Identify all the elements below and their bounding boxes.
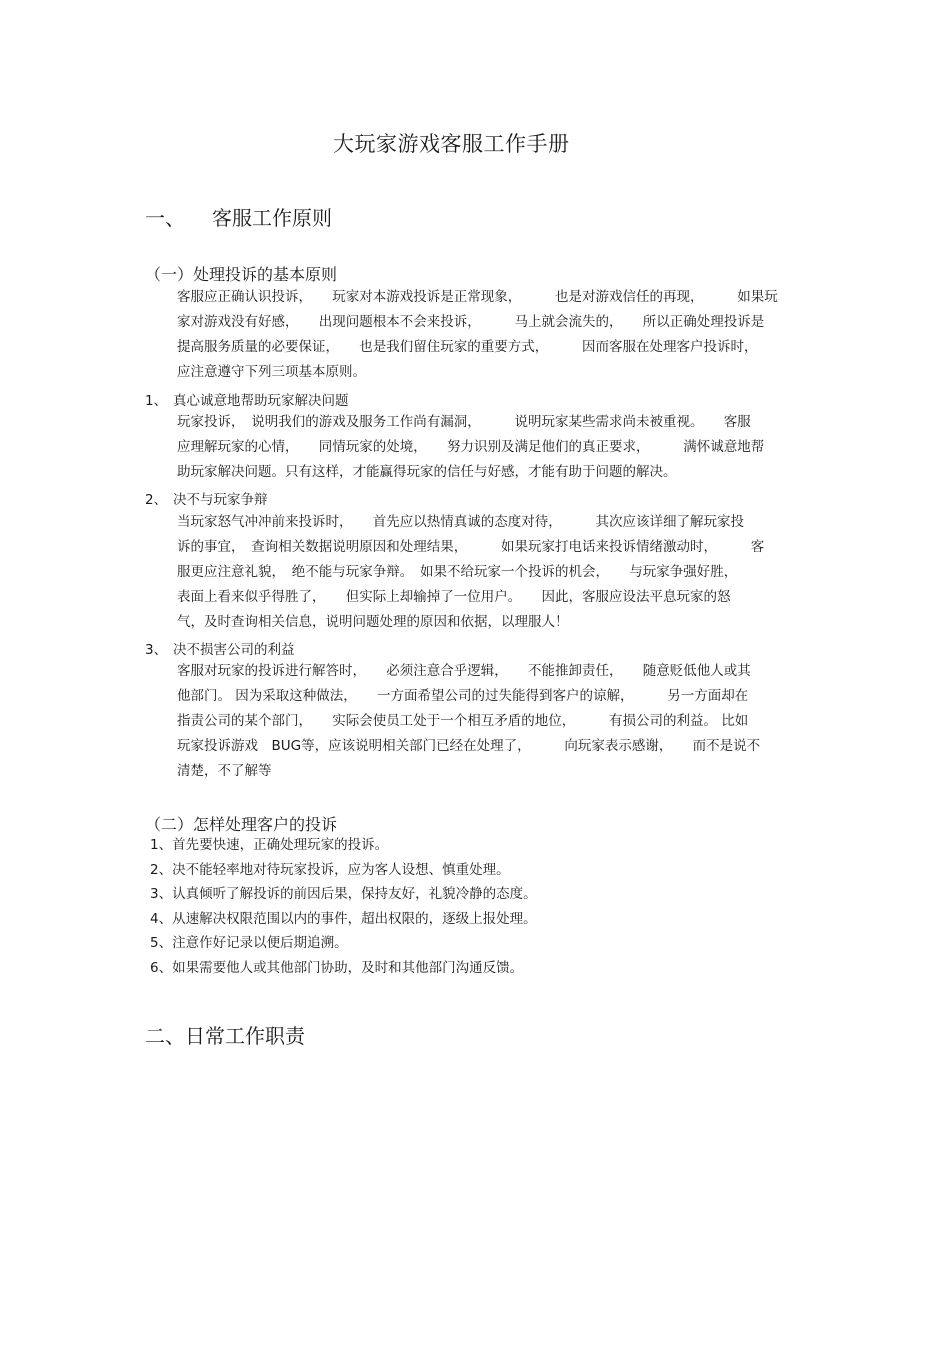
paragraph-line: 清楚，不了解等: [177, 763, 272, 779]
principle3-number: 3、: [145, 642, 168, 658]
list-item: 6、如果需要他人或其他部门协助，及时和其他部门沟通反馈。: [150, 959, 524, 976]
subsection2-heading: （二）怎样处理客户的投诉: [145, 815, 338, 834]
list-item: 5、注意作好记录以便后期追溯。: [150, 935, 348, 951]
paragraph-line: 玩家投诉， 说明我们的游戏及服务工作尚有漏洞， 说明玩家某些需求尚未被重视。 客服: [177, 414, 751, 430]
principle2-paragraph: [177, 510, 817, 635]
section2-heading: 二、日常工作职责: [145, 1024, 305, 1048]
principle3-heading: 决不损害公司的利益: [173, 642, 295, 658]
subsection1-heading: （一）处理投诉的基本原则: [145, 265, 338, 284]
paragraph-line: 助玩家解决问题。只有这样，才能赢得玩家的信任与好感，才能有助于问题的解决。: [177, 464, 677, 480]
paragraph-line: 玩家投诉游戏 BUG等，应该说明相关部门已经在处理了， 向玩家表示感谢， 而不是说不: [177, 738, 761, 754]
section1-number: 一、: [145, 206, 185, 230]
principle3-paragraph: [177, 659, 817, 784]
paragraph-line: 服更应注意礼貌， 绝不能与玩家争辩。 如果不给玩家一个投诉的机会， 与玩家争强好胜，: [177, 564, 738, 580]
paragraph-line: 提高服务质量的必要保证， 也是我们留住玩家的重要方式， 因而客服在处理客户投诉时，: [177, 339, 758, 355]
list-item: 2、决不能轻率地对待玩家投诉，应为客人设想、慎重处理。: [150, 861, 510, 878]
list-item: 1、首先要快速，正确处理玩家的投诉。: [150, 837, 389, 853]
document-title: 大玩家游戏客服工作手册: [333, 132, 570, 156]
paragraph-line: 客服对玩家的投诉进行解答时， 必须注意合乎逻辑， 不能推卸责任， 随意贬低他人或其: [177, 663, 751, 679]
paragraph-line: 当玩家怒气冲冲前来投诉时， 首先应以热情真诚的态度对待， 其次应该详细了解玩家投: [177, 514, 744, 530]
principle2-number: 2、: [145, 492, 168, 508]
handling-steps-list: [150, 833, 790, 980]
paragraph-line: 应理解玩家的心情， 同情玩家的处境， 努力识别及满足他们的真正要求， 满怀诚意地帮: [177, 439, 765, 455]
paragraph-line: 指责公司的某个部门， 实际会使员工处于一个相互矛盾的地位， 有损公司的利益。 比如: [177, 713, 749, 729]
principle1-number: 1、: [145, 393, 168, 409]
intro-paragraph: [177, 285, 817, 385]
paragraph-line: 应注意遵守下列三项基本原则。: [177, 364, 366, 380]
principle1-paragraph: [177, 410, 817, 485]
paragraph-line: 客服应正确认识投诉， 玩家对本游戏投诉是正常现象， 也是对游戏信任的再现， 如果玩: [177, 289, 778, 305]
paragraph-line: 诉的事宜， 查询相关数据说明原因和处理结果， 如果玩家打电话来投诉情绪激动时， 客: [177, 539, 765, 555]
list-item: 3、认真倾听了解投诉的前因后果，保持友好，礼貌冷静的态度。: [150, 886, 537, 902]
paragraph-line: 他部门。 因为采取这种做法， 一方面希望公司的过失能得到客户的谅解， 另一方面却在: [177, 688, 749, 704]
paragraph-line: 表面上看来似乎得胜了， 但实际上却输掉了一位用户。 因此，客服应设法平息玩家的怒: [177, 589, 731, 605]
paragraph-line: 家对游戏没有好感， 出现问题根本不会来投诉， 马上就会流失的， 所以正确处理投诉是: [177, 314, 765, 330]
principle2-heading: 决不与玩家争辩: [173, 492, 268, 508]
list-item: 4、从速解决权限范围以内的事件，超出权限的，逐级上报处理。: [150, 910, 537, 927]
section1-heading: 客服工作原则: [212, 206, 332, 230]
paragraph-line: 气，及时查询相关信息，说明问题处理的原因和依据，以理服人！: [177, 614, 569, 630]
principle1-heading: 真心诚意地帮助玩家解决问题: [173, 393, 349, 409]
